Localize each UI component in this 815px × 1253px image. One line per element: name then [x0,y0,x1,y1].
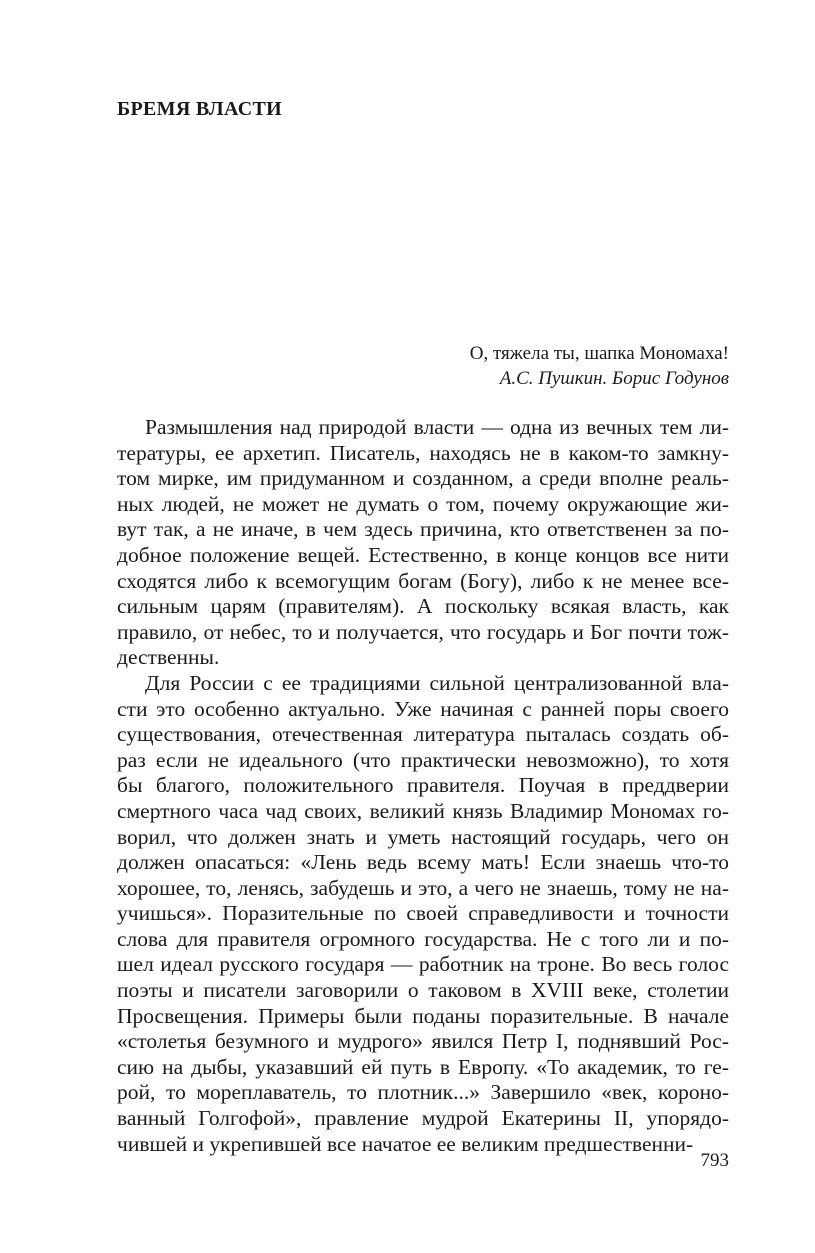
text-line: сходятся либо к всемогущим богам (Богу), либо к не менее все- [117,568,729,593]
text-line: тературы, ее архетип. Писатель, находясь не в каком-то замкну- [117,440,729,465]
text-line: учишься». Поразительные по своей справедливости и точности [117,901,729,926]
text-line: хорошее, то, ленясь, забудешь и это, а чего не знаешь, тому не на- [117,875,729,900]
text-line: Для России с ее традициями сильной централизованной вла- [145,670,729,695]
epigraph-quote: О, тяжела ты, шапка Мономаха! [469,343,729,364]
text-line: вут так, а не иначе, в чем здесь причина, кто ответственен за по- [117,517,729,542]
text-line: сию на дыбы, указавший ей путь в Европу. «То академик, то ге- [117,1054,729,1079]
page-title: БРЕМЯ ВЛАСТИ [117,98,282,120]
text-line: шел идеал русского государя — работник на троне. Во весь голос [117,952,729,977]
text-line: ванный Голгофой», правление мудрой Екатерины II, упорядо- [117,1106,729,1131]
text-line: слова для правителя огромного государства. Не с того ли и по- [117,926,729,951]
text-line: рой, то мореплаватель, то плотник...» Завершило «век, короно- [117,1080,729,1105]
text-line: сильным царям (правителям). А поскольку всякая власть, как [117,594,729,619]
text-line: Просвещения. Примеры были поданы поразительные. В начале [117,1003,729,1028]
text-line: правило, от небес, то и получается, что государь и Бог почти тож- [117,619,729,644]
text-line: существования, отечественная литература пыталась создать об- [117,722,729,747]
paragraph [117,671,729,1157]
text-line: смертного часа чад своих, великий князь Владимир Мономах го- [117,798,729,823]
text-line: поэты и писатели заговорили о таковом в XVIII веке, столетии [117,978,729,1003]
text-line: добное положение вещей. Естественно, в конце концов все нити [117,542,729,567]
text-line: ворил, что должен знать и уметь настоящий государь, чего он [117,824,729,849]
text-line: сти это особенно актуально. Уже начиная с ранней поры своего [117,696,729,721]
text-line: чившей и укрепившей все начатое ее великим предшественни- [117,1131,694,1156]
page-number: 793 [700,1150,729,1171]
text-line: дественны. [117,645,220,670]
text-line: бы благого, положительного правителя. Поучая в преддверии [117,773,729,798]
text-line: Размышления над природой власти — одна из вечных тем ли- [145,415,729,439]
text-line: раз если не идеального (что практически невозможно), то хотя [117,747,729,772]
body-text [117,415,729,1157]
text-line: «столетья безумного и мудрого» явился Петр I, поднявший Рос- [117,1029,729,1054]
text-line: должен опасаться: «Лень ведь всему мать! Если знаешь что-то [117,850,729,875]
epigraph [309,341,729,391]
epigraph-author: А.С. Пушкин. Борис Годунов [499,368,729,389]
text-line: том мирке, им придуманном и созданном, а среди вполне реаль- [117,466,729,491]
text-line: ных людей, не может не думать о том, почему окружающие жи- [117,491,729,516]
paragraph [117,415,729,671]
